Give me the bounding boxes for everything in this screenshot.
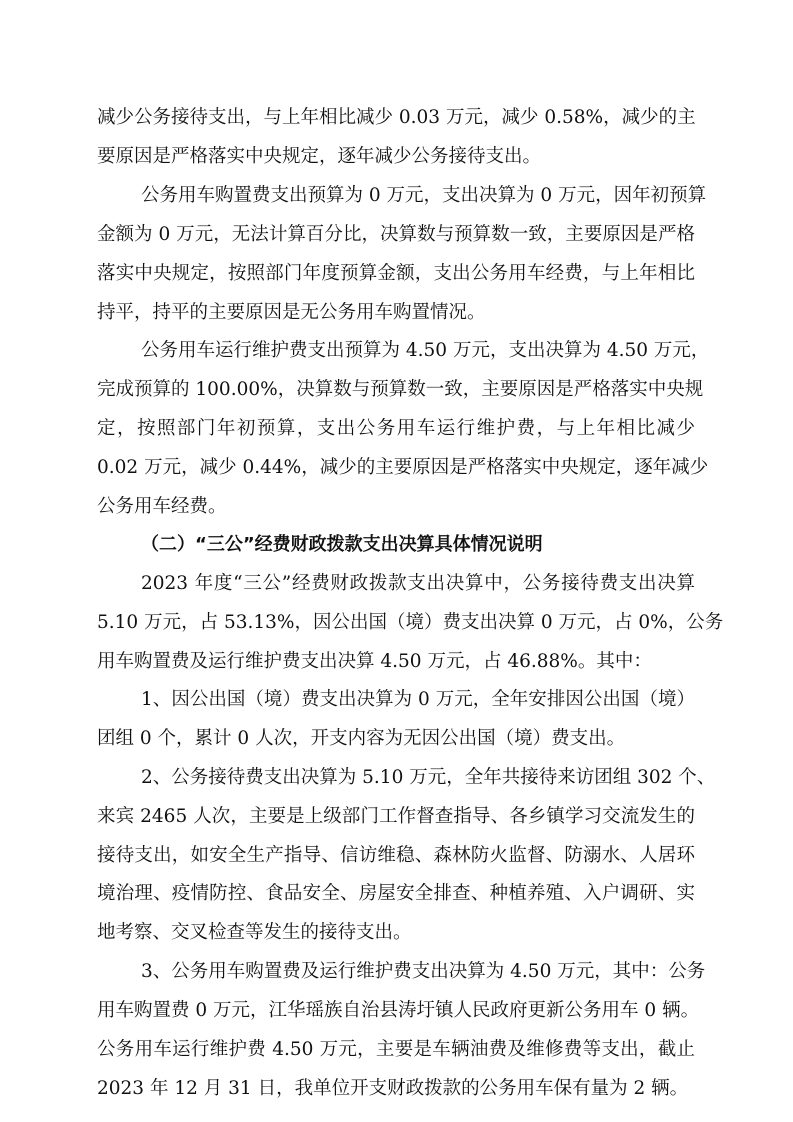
paragraph-line: 地考察、交叉检查等发生的接待支出。 [97,922,412,943]
paragraph-line: 减少公务接待支出，与上年相比减少 0.03 万元，减少 0.58%，减少的主 [97,107,696,128]
paragraph-line: 金额为 0 万元，无法计算百分比，决算数与预算数一致，主要原因是严格 [97,224,695,245]
paragraph-line: 5.10 万元，占 53.13%，因公出国（境）费支出决算 0 万元，占 0%，公务 [97,612,724,633]
paragraph-line: 完成预算的 100.00%，决算数与预算数一致，主要原因是严格落实中央规 [97,379,704,400]
paragraph-line: 用车购置费及运行维护费支出决算 4.50 万元，占 46.88%。其中： [97,651,652,672]
paragraph-line: 2023 年度“三公”经费财政拨款支出决算中，公务接待费支出决算 [141,573,695,594]
paragraph-line: 公务用车运行维护费支出预算为 4.50 万元，支出决算为 4.50 万元， [141,340,710,361]
paragraph-line: 3、公务用车购置费及运行维护费支出决算为 4.50 万元，其中：公务 [141,961,706,982]
paragraph-line: 持平，持平的主要原因是无公务用车购置情况。 [97,302,486,323]
paragraph-line: 境治理、疫情防控、食品安全、房屋安全排查、种植养殖、入户调研、实 [97,883,695,904]
paragraph-line: 接待支出，如安全生产指导、信访维稳、森林防火监督、防溺水、人居环 [97,845,695,866]
paragraph-line: 公务用车经费。 [97,496,227,517]
paragraph-line: 公务用车购置费支出预算为 0 万元，支出决算为 0 万元，因年初预算 [141,185,707,206]
paragraph-line: 1、因公出国（境）费支出决算为 0 万元，全年安排因公出国（境） [141,689,695,710]
paragraph-line: 落实中央规定，按照部门年度预算金额，支出公务用车经费，与上年相比 [97,263,695,284]
paragraph-line: 要原因是严格落实中央规定，逐年减少公务接待支出。 [97,146,542,167]
paragraph-line: 定，按照部门年初预算，支出公务用车运行维护费，与上年相比减少 [97,418,695,439]
paragraph-line: 团组 0 个，累计 0 人次，开支内容为无因公出国（境）费支出。 [97,728,626,749]
paragraph-line: 来宾 2465 人次，主要是上级部门工作督查指导、各乡镇学习交流发生的 [97,806,695,827]
paragraph-line: 2、公务接待费支出决算为 5.10 万元，全年共接待来访团组 302 个、 [141,767,716,788]
section-heading: （二）“三公”经费财政拨款支出决算具体情况说明 [141,534,543,555]
paragraph-line: 用车购置费 0 万元，江华瑶族自治县涛圩镇人民政府更新公务用车 0 辆。 [97,1000,700,1021]
paragraph-line: 0.02 万元，减少 0.44%，减少的主要原因是严格落实中央规定，逐年减少 [97,457,709,478]
paragraph-line: 2023 年 12 月 31 日，我单位开支财政拨款的公务用车保有量为 2 辆。 [97,1078,689,1099]
paragraph-line: 公务用车运行维护费 4.50 万元，主要是车辆油费及维修费等支出，截止 [97,1039,695,1060]
